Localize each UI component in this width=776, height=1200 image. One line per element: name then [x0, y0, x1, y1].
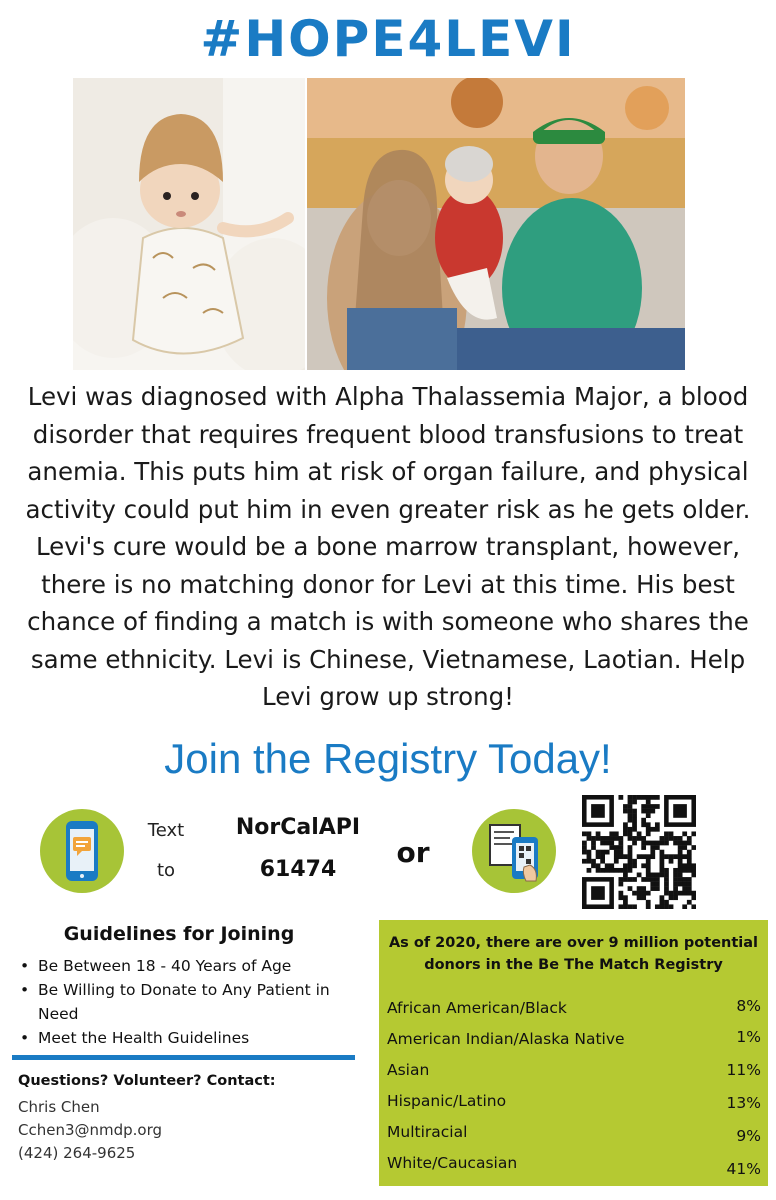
- guideline-item: • Meet the Health Guidelines: [18, 1026, 356, 1050]
- page-title: #HOPE4LEVI: [200, 10, 576, 68]
- text-word: Text: [147, 820, 185, 841]
- stat-value: 9%: [736, 1127, 761, 1145]
- phone-chat-icon: [40, 809, 124, 893]
- text-number: 61474: [259, 857, 337, 882]
- contact-heading: Questions? Volunteer? Contact:: [18, 1073, 276, 1089]
- stat-label: Asian: [387, 1061, 430, 1079]
- stat-value: 11%: [726, 1061, 761, 1079]
- stat-label: White/Caucasian: [387, 1154, 518, 1172]
- contact-phone[interactable]: (424) 264-9625: [18, 1144, 136, 1162]
- family-photo: [307, 78, 685, 370]
- baby-photo: [73, 78, 305, 370]
- stats-heading-line: As of 2020, there are over 9 million potential: [388, 935, 759, 951]
- stat-value: 1%: [736, 1028, 761, 1046]
- contact-name: Chris Chen: [18, 1098, 100, 1116]
- guideline-item: • Be Between 18 - 40 Years of Age: [18, 954, 356, 978]
- stat-label: Hispanic/Latino: [387, 1092, 507, 1110]
- stat-value: 8%: [736, 997, 761, 1015]
- join-heading: Join the Registry Today!: [164, 735, 612, 782]
- story-paragraph: Levi was diagnosed with Alpha Thalassemia Major, a blood disorder that requires frequent blood transfusions to treat anemia. This puts him at risk of organ failure, and physical activity could put him in even greater risk as he gets older. Levi's cure would be a bone marrow transplant, however, there is no matching donor for Levi at this time. His best chance of finding a match is with someone who shares the same ethnicity. Levi is Chinese, Vietnamese, Laotian. Help Levi grow up strong!: [25, 382, 751, 711]
- or-word: or: [396, 836, 430, 869]
- stats-heading: [379, 932, 768, 976]
- guidelines-list: [18, 954, 356, 1050]
- to-word: to: [156, 860, 176, 881]
- qr-code[interactable]: [582, 795, 696, 909]
- stat-label: American Indian/Alaska Native: [387, 1030, 625, 1048]
- registry-stats-box: [379, 920, 768, 1186]
- contact-email[interactable]: Cchen3@nmdp.org: [18, 1121, 163, 1139]
- qr-scan-icon: [472, 809, 556, 893]
- stat-value: 41%: [726, 1160, 761, 1178]
- guidelines-title: Guidelines for Joining: [63, 923, 295, 945]
- section-divider: [12, 1055, 355, 1060]
- guideline-item: • Be Willing to Donate to Any Patient in Need: [18, 978, 356, 1026]
- stat-label: Multiracial: [387, 1123, 468, 1141]
- stat-value: 13%: [726, 1094, 761, 1112]
- text-keyword: NorCalAPI: [235, 815, 361, 840]
- stat-label: African American/Black: [387, 999, 567, 1017]
- stats-heading-line: donors in the Be The Match Registry: [424, 957, 723, 973]
